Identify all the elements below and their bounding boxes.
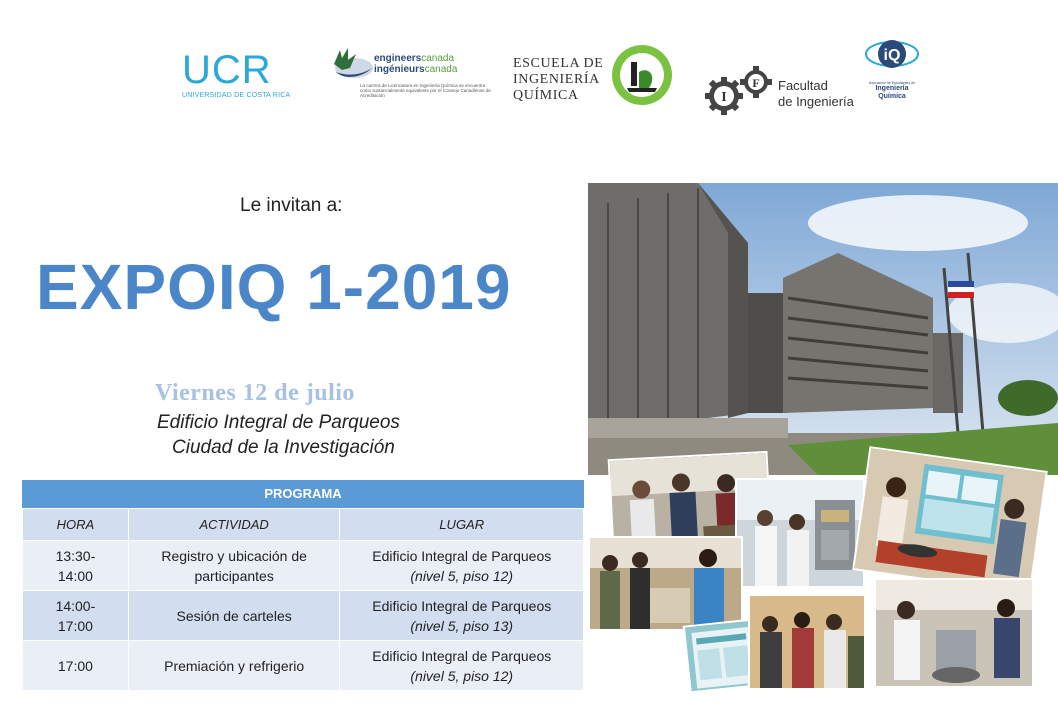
place-cell (340, 591, 584, 641)
engineers-canada-logo (326, 46, 496, 98)
time-start: 17:00 (57, 657, 93, 674)
asociacion-line2: Química (878, 93, 906, 100)
lab-equipment-photo (735, 478, 865, 588)
time-cell (23, 641, 129, 691)
ucr-logo-subtitle: UNIVERSIDAD DE COSTA RICA (182, 92, 291, 99)
place-cell (340, 541, 584, 591)
activity-line1: Premiación y refrigerio (164, 657, 305, 674)
invitation-lead: Le invitan a: (240, 195, 343, 216)
table-row (23, 591, 584, 641)
table-row (23, 641, 584, 691)
program-table (22, 480, 584, 691)
logos-row (0, 30, 1058, 120)
lab-demo-photo (874, 578, 1034, 688)
place-detail: (nivel 5, piso 13) (410, 617, 514, 634)
col-header-lugar: LUGAR (340, 509, 584, 541)
time-end: 17:00 (57, 617, 93, 634)
students-group-photo (588, 536, 743, 631)
audience-photo (748, 594, 866, 690)
svg-text:F: F (752, 76, 760, 90)
iq-mark-icon (863, 32, 921, 76)
escuela-line2: INGENIERÍA (513, 72, 600, 87)
engineers-word: engineers (374, 53, 422, 64)
escuela-line1: ESCUELA DE (513, 56, 604, 71)
activity-cell (128, 541, 340, 591)
venue-line2: Ciudad de la Investigación (172, 437, 395, 458)
maple-leaf-icon (326, 46, 374, 82)
place: Edificio Integral de Parqueos (372, 597, 552, 614)
building-photo (588, 183, 1058, 475)
escuela-line3: QUÍMICA (513, 88, 579, 103)
time-start: 14:00- (55, 597, 96, 614)
col-header-actividad: ACTIVIDAD (128, 509, 340, 541)
accreditation-note: La carrera de Licenciatura en Ingeniería Química se encuentra como sustancialmente equivalente por el Consejo Canadiense de Acreditación (360, 83, 491, 98)
place-detail: (nivel 5, piso 12) (410, 567, 514, 584)
time-end: 14:00 (57, 567, 93, 584)
svg-text:I: I (721, 90, 727, 105)
place-cell (340, 641, 584, 691)
facultad-ingenieria-logo (704, 66, 854, 118)
canada-word-fr: canada (424, 64, 458, 75)
activity-line1: Sesión de carteles (176, 607, 292, 624)
activity-cell (128, 641, 340, 691)
place: Edificio Integral de Parqueos (372, 547, 552, 564)
program-heading: PROGRAMA (22, 480, 584, 508)
escuela-ingenieria-quimica-logo (513, 52, 675, 108)
canada-word: canada (421, 53, 455, 64)
time-start: 13:30- (55, 547, 96, 564)
activity-line2: participantes (194, 567, 274, 584)
table-row (23, 541, 584, 591)
event-date: Viernes 12 de julio (155, 380, 355, 406)
asociacion-fine: Asociación de Estudiantes de (869, 81, 915, 85)
venue-line1: Edificio Integral de Parqueos (157, 412, 400, 433)
ingenieurs-word: ingénieurs (374, 64, 425, 75)
time-cell (23, 591, 129, 641)
col-header-hora: HORA (23, 509, 129, 541)
facultad-line2: de Ingeniería (778, 94, 854, 109)
ucr-logo (182, 50, 290, 99)
event-title: EXPOIQ 1-2019 (36, 251, 512, 323)
asociacion-iq-logo (862, 32, 922, 101)
ucr-logo-name: UCR (182, 48, 272, 92)
poster-presenters-photo (852, 446, 1048, 595)
flask-icon (609, 42, 675, 108)
activity-line1: Registro y ubicación de (161, 547, 307, 564)
gear-icon (704, 66, 776, 118)
place: Edificio Integral de Parqueos (372, 647, 552, 664)
iq-mark-text: iQ (883, 47, 901, 64)
time-cell (23, 541, 129, 591)
activity-cell (128, 591, 340, 641)
place-detail: (nivel 5, piso 12) (410, 667, 514, 684)
facultad-line1: Facultad (778, 78, 828, 93)
asociacion-line1: Ingeniería (875, 85, 909, 92)
